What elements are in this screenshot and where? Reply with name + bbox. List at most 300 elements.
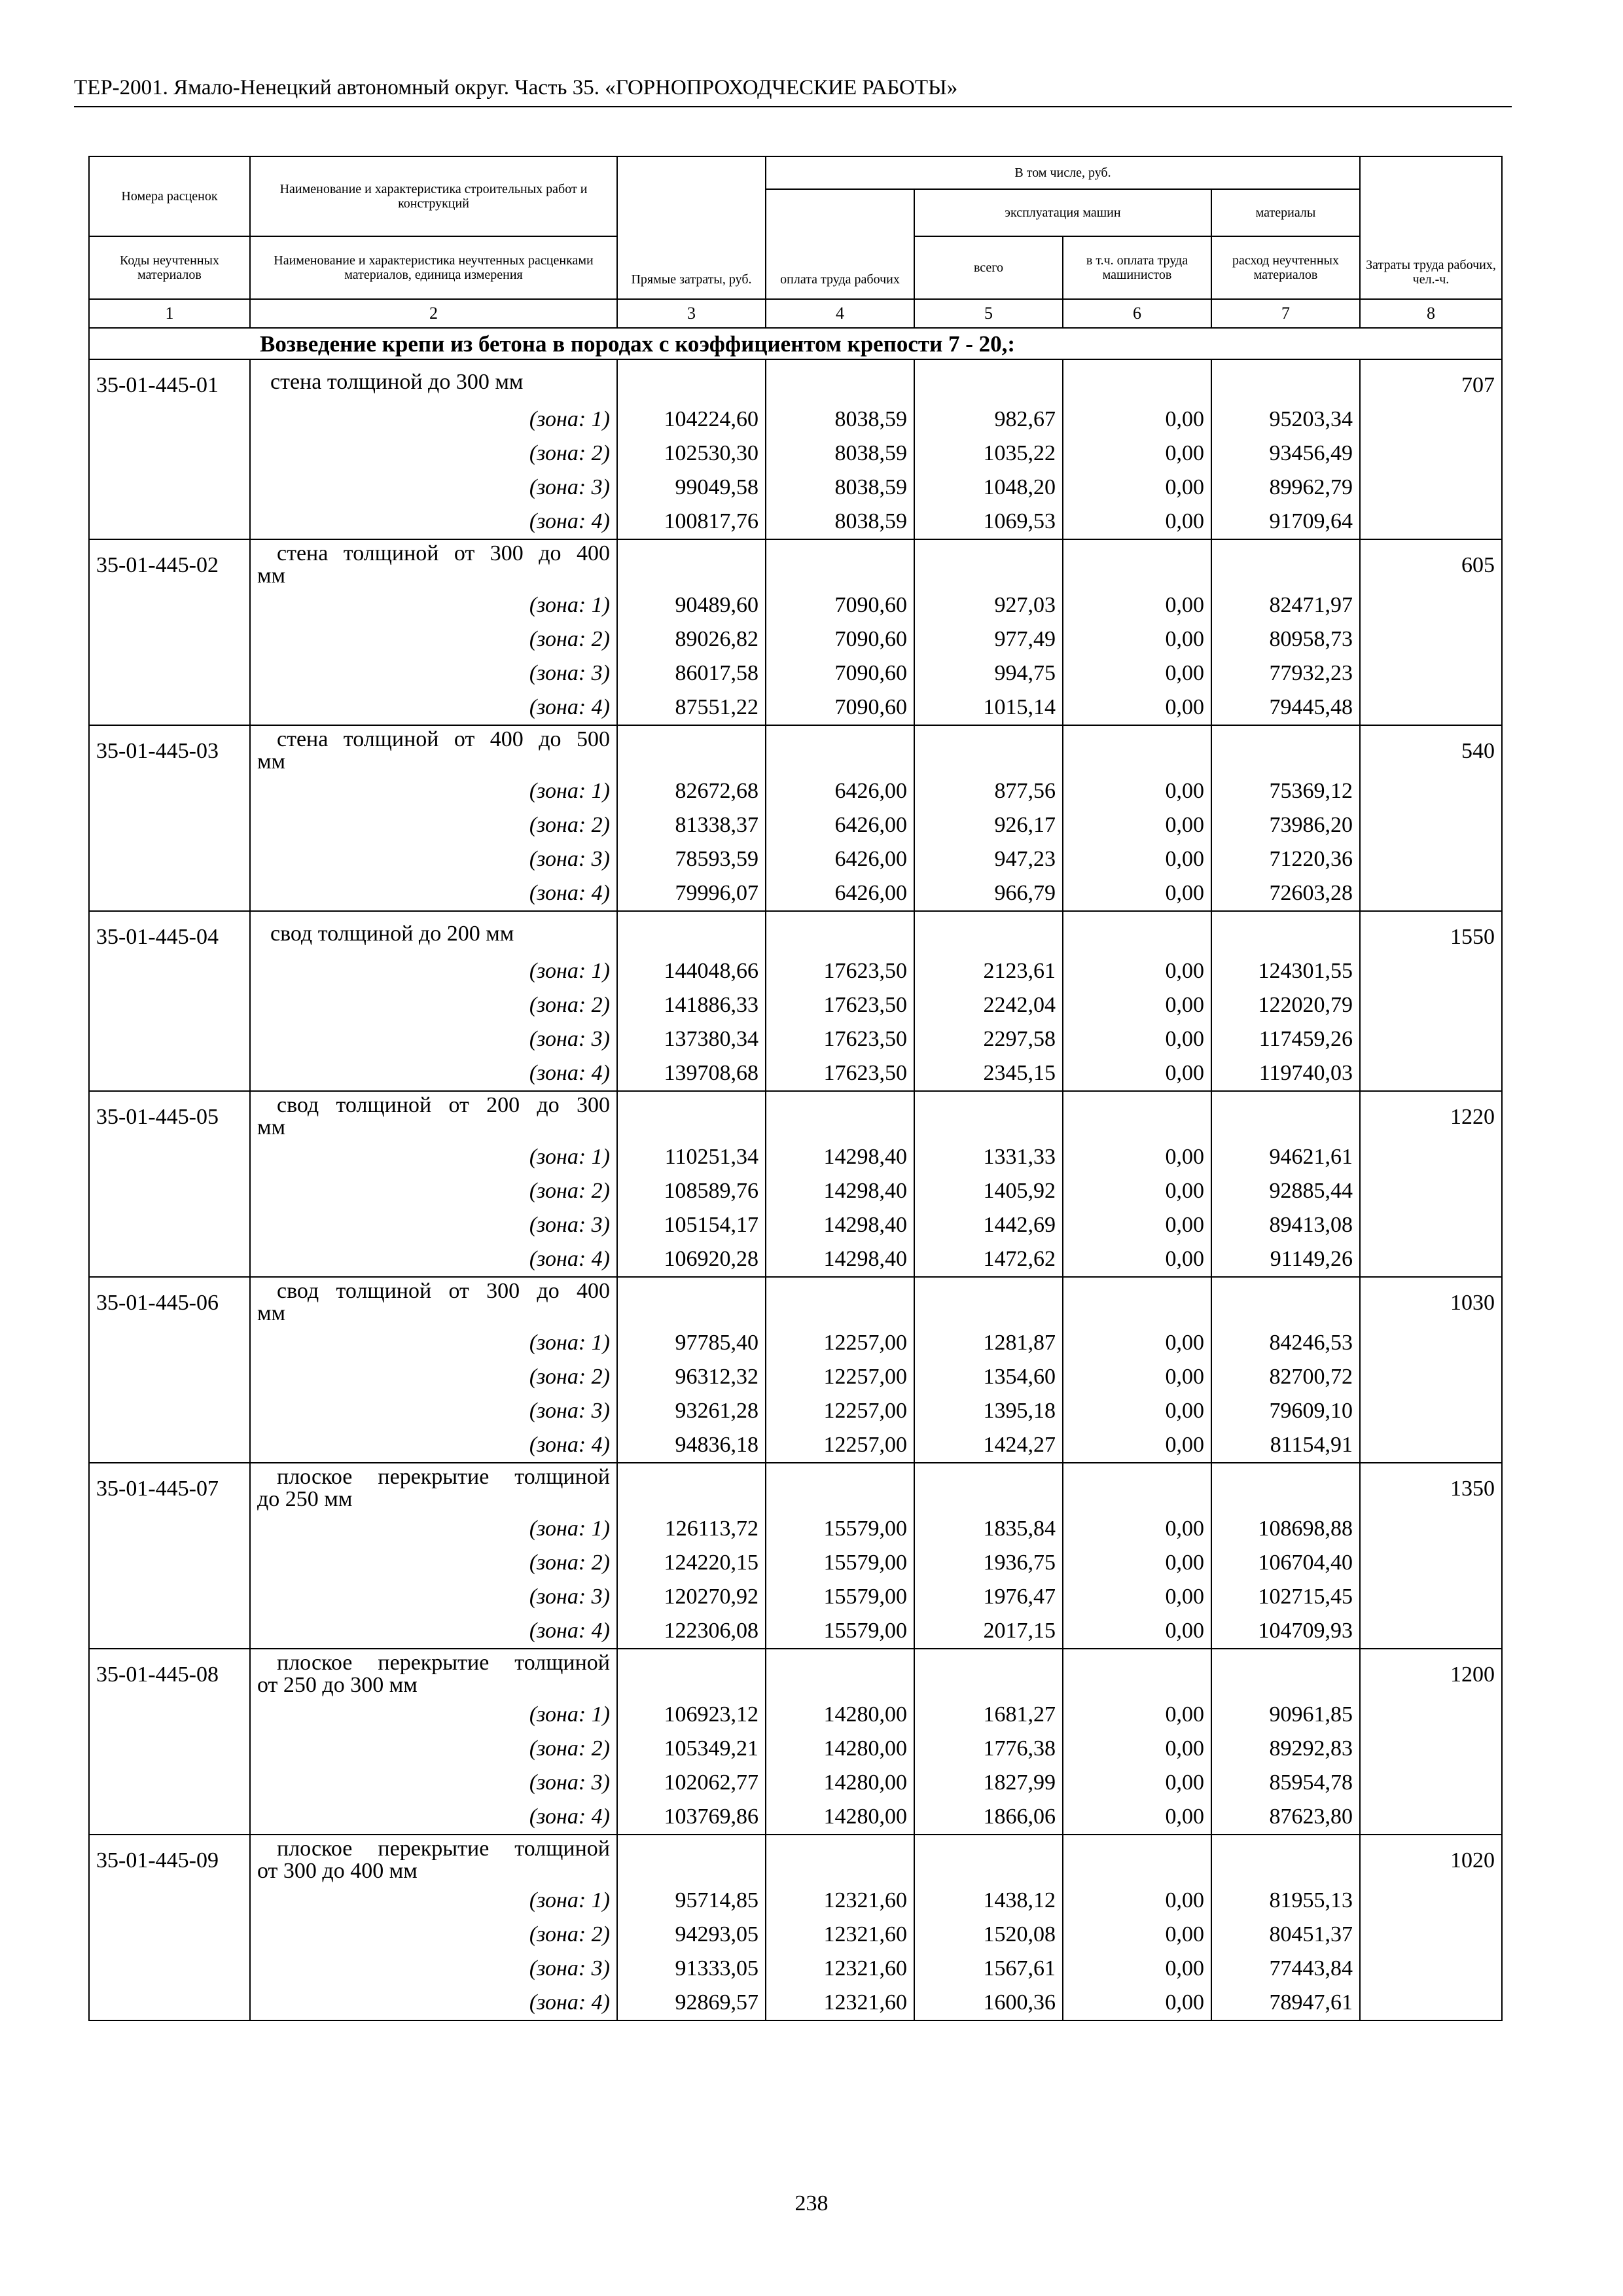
labor-cost: 1200 (1360, 1649, 1502, 1698)
empty-cell (1063, 1463, 1211, 1512)
empty-cell (89, 1986, 250, 2020)
empty-cell (1360, 808, 1502, 842)
zone-label: (зона: 3) (250, 1952, 617, 1986)
materials-cost: 117459,26 (1211, 1022, 1360, 1056)
work-title-line1: свод толщиной до 200 мм (270, 921, 514, 946)
labor-cost: 1020 (1360, 1835, 1502, 1884)
operator-wages: 0,00 (1063, 656, 1211, 691)
work-title (250, 911, 617, 954)
machines-total: 1069,53 (914, 505, 1063, 539)
empty-cell (1360, 1056, 1502, 1091)
direct-costs: 120270,92 (617, 1580, 766, 1614)
zone-row (89, 1698, 1502, 1732)
worker-wages: 6426,00 (766, 808, 914, 842)
direct-costs: 126113,72 (617, 1512, 766, 1546)
materials-cost: 102715,45 (1211, 1580, 1360, 1614)
header-col3: Прямые затраты, руб. (617, 156, 766, 299)
materials-cost: 80451,37 (1211, 1918, 1360, 1952)
empty-cell (1360, 622, 1502, 656)
zone-row (89, 1884, 1502, 1918)
empty-cell (89, 1512, 250, 1546)
empty-cell (1360, 1614, 1502, 1649)
empty-cell (89, 1242, 250, 1277)
materials-cost: 79445,48 (1211, 691, 1360, 725)
materials-cost: 85954,78 (1211, 1766, 1360, 1800)
worker-wages: 14280,00 (766, 1800, 914, 1835)
operator-wages: 0,00 (1063, 842, 1211, 876)
zone-label: (зона: 1) (250, 588, 617, 622)
empty-cell (914, 1649, 1063, 1698)
empty-cell (89, 1580, 250, 1614)
empty-cell (89, 471, 250, 505)
worker-wages: 8038,59 (766, 437, 914, 471)
column-number: 4 (766, 299, 914, 328)
empty-cell (914, 1463, 1063, 1512)
empty-cell (1360, 403, 1502, 437)
worker-wages: 8038,59 (766, 505, 914, 539)
work-title (250, 1277, 617, 1326)
zone-row (89, 1360, 1502, 1394)
machines-total: 2345,15 (914, 1056, 1063, 1091)
header-col8: Затраты труда рабочих, чел.-ч. (1360, 156, 1502, 299)
work-title-line1: плоское перекрытие толщиной (277, 1837, 610, 1861)
zone-row (89, 842, 1502, 876)
machines-total: 2017,15 (914, 1614, 1063, 1649)
work-title-line1: свод толщиной от 300 до 400 (277, 1279, 610, 1303)
labor-cost: 1350 (1360, 1463, 1502, 1512)
zone-label: (зона: 3) (250, 1394, 617, 1428)
operator-wages: 0,00 (1063, 954, 1211, 988)
empty-cell (89, 1326, 250, 1360)
zone-row (89, 774, 1502, 808)
empty-cell (89, 774, 250, 808)
zone-label: (зона: 2) (250, 437, 617, 471)
empty-cell (1211, 359, 1360, 403)
direct-costs: 93261,28 (617, 1394, 766, 1428)
work-title-line2: до 250 мм (257, 1487, 353, 1511)
header-col7: расход неучтенных материалов (1211, 236, 1360, 299)
zone-row (89, 1208, 1502, 1242)
operator-wages: 0,00 (1063, 588, 1211, 622)
worker-wages: 7090,60 (766, 691, 914, 725)
machines-total: 2297,58 (914, 1022, 1063, 1056)
empty-cell (914, 539, 1063, 588)
materials-cost: 95203,34 (1211, 403, 1360, 437)
worker-wages: 8038,59 (766, 403, 914, 437)
zone-label: (зона: 1) (250, 1884, 617, 1918)
operator-wages: 0,00 (1063, 691, 1211, 725)
zone-label: (зона: 1) (250, 954, 617, 988)
empty-cell (1063, 539, 1211, 588)
empty-cell (1063, 1277, 1211, 1326)
empty-cell (1360, 954, 1502, 988)
empty-cell (766, 1277, 914, 1326)
operator-wages: 0,00 (1063, 1428, 1211, 1463)
operator-wages: 0,00 (1063, 1394, 1211, 1428)
operator-wages: 0,00 (1063, 1326, 1211, 1360)
header-col4: оплата труда рабочих (766, 189, 914, 299)
direct-costs: 102530,30 (617, 437, 766, 471)
rate-row (89, 1091, 1502, 1140)
machines-total: 947,23 (914, 842, 1063, 876)
header-col1-top: Номера расценок (89, 156, 250, 236)
zone-row (89, 1428, 1502, 1463)
worker-wages: 12321,60 (766, 1986, 914, 2020)
labor-cost: 1220 (1360, 1091, 1502, 1140)
empty-cell (89, 1884, 250, 1918)
empty-cell (1360, 1360, 1502, 1394)
zone-row (89, 1766, 1502, 1800)
direct-costs: 91333,05 (617, 1952, 766, 1986)
empty-cell (1360, 1512, 1502, 1546)
empty-cell (617, 539, 766, 588)
empty-cell (1211, 1277, 1360, 1326)
zone-label: (зона: 2) (250, 1918, 617, 1952)
materials-cost: 73986,20 (1211, 808, 1360, 842)
worker-wages: 14298,40 (766, 1242, 914, 1277)
work-title (250, 725, 617, 774)
worker-wages: 17623,50 (766, 954, 914, 988)
direct-costs: 79996,07 (617, 876, 766, 911)
zone-row (89, 1546, 1502, 1580)
direct-costs: 144048,66 (617, 954, 766, 988)
work-title-line2: мм (257, 749, 286, 774)
labor-cost: 605 (1360, 539, 1502, 588)
work-title-line1: стена толщиной до 300 мм (270, 369, 524, 394)
machines-total: 1866,06 (914, 1800, 1063, 1835)
direct-costs: 99049,58 (617, 471, 766, 505)
rate-code: 35-01-445-04 (89, 911, 250, 954)
header-incl: В том числе, руб. (766, 156, 1360, 189)
machines-total: 1424,27 (914, 1428, 1063, 1463)
rate-row (89, 1463, 1502, 1512)
operator-wages: 0,00 (1063, 1022, 1211, 1056)
zone-label: (зона: 4) (250, 1614, 617, 1649)
direct-costs: 110251,34 (617, 1140, 766, 1174)
operator-wages: 0,00 (1063, 774, 1211, 808)
column-number: 3 (617, 299, 766, 328)
direct-costs: 105349,21 (617, 1732, 766, 1766)
header-materials: материалы (1211, 189, 1360, 236)
direct-costs: 139708,68 (617, 1056, 766, 1091)
zone-label: (зона: 4) (250, 1428, 617, 1463)
machines-total: 1405,92 (914, 1174, 1063, 1208)
empty-cell (89, 1766, 250, 1800)
empty-cell (89, 876, 250, 911)
materials-cost: 82700,72 (1211, 1360, 1360, 1394)
empty-cell (89, 988, 250, 1022)
empty-cell (89, 1546, 250, 1580)
direct-costs: 105154,17 (617, 1208, 766, 1242)
empty-cell (1360, 471, 1502, 505)
direct-costs: 96312,32 (617, 1360, 766, 1394)
empty-cell (1360, 437, 1502, 471)
section-title: Возведение крепи из бетона в породах с коэффициентом крепости 7 - 20,: (89, 328, 1502, 359)
empty-cell (1360, 842, 1502, 876)
empty-cell (1360, 774, 1502, 808)
empty-cell (914, 725, 1063, 774)
empty-cell (89, 403, 250, 437)
work-title-line2: от 250 до 300 мм (257, 1673, 418, 1697)
rate-code: 35-01-445-08 (89, 1649, 250, 1698)
operator-wages: 0,00 (1063, 808, 1211, 842)
worker-wages: 15579,00 (766, 1614, 914, 1649)
zone-label: (зона: 4) (250, 505, 617, 539)
machines-total: 977,49 (914, 622, 1063, 656)
materials-cost: 90961,85 (1211, 1698, 1360, 1732)
machines-total: 966,79 (914, 876, 1063, 911)
empty-cell (1360, 1766, 1502, 1800)
operator-wages: 0,00 (1063, 1140, 1211, 1174)
worker-wages: 15579,00 (766, 1580, 914, 1614)
direct-costs: 94293,05 (617, 1918, 766, 1952)
empty-cell (89, 1360, 250, 1394)
zone-label: (зона: 4) (250, 1056, 617, 1091)
direct-costs: 106920,28 (617, 1242, 766, 1277)
machines-total: 994,75 (914, 656, 1063, 691)
empty-cell (1360, 1394, 1502, 1428)
machines-total: 2242,04 (914, 988, 1063, 1022)
materials-cost: 80958,73 (1211, 622, 1360, 656)
rate-code: 35-01-445-03 (89, 725, 250, 774)
empty-cell (914, 911, 1063, 954)
operator-wages: 0,00 (1063, 1242, 1211, 1277)
zone-label: (зона: 3) (250, 471, 617, 505)
empty-cell (1360, 1022, 1502, 1056)
zone-label: (зона: 3) (250, 1022, 617, 1056)
worker-wages: 12321,60 (766, 1952, 914, 1986)
materials-cost: 108698,88 (1211, 1512, 1360, 1546)
rate-row (89, 1277, 1502, 1326)
empty-cell (89, 1732, 250, 1766)
zone-row (89, 437, 1502, 471)
worker-wages: 15579,00 (766, 1512, 914, 1546)
header-col1-bottom: Коды неучтенных материалов (89, 236, 250, 299)
worker-wages: 14280,00 (766, 1732, 914, 1766)
empty-cell (1360, 1698, 1502, 1732)
zone-row (89, 1326, 1502, 1360)
rate-row (89, 725, 1502, 774)
operator-wages: 0,00 (1063, 1208, 1211, 1242)
direct-costs: 104224,60 (617, 403, 766, 437)
materials-cost: 124301,55 (1211, 954, 1360, 988)
empty-cell (89, 954, 250, 988)
rate-code: 35-01-445-06 (89, 1277, 250, 1326)
empty-cell (89, 1698, 250, 1732)
empty-cell (89, 1140, 250, 1174)
zone-label: (зона: 3) (250, 1208, 617, 1242)
direct-costs: 89026,82 (617, 622, 766, 656)
empty-cell (89, 588, 250, 622)
empty-cell (89, 656, 250, 691)
operator-wages: 0,00 (1063, 622, 1211, 656)
direct-costs: 94836,18 (617, 1428, 766, 1463)
zone-label: (зона: 3) (250, 656, 617, 691)
worker-wages: 6426,00 (766, 842, 914, 876)
empty-cell (89, 505, 250, 539)
header-machines: эксплуатация машин (914, 189, 1211, 236)
empty-cell (89, 808, 250, 842)
machines-total: 1395,18 (914, 1394, 1063, 1428)
empty-cell (617, 911, 766, 954)
empty-cell (89, 1208, 250, 1242)
zone-row (89, 471, 1502, 505)
rates-table (88, 156, 1503, 2021)
direct-costs: 108589,76 (617, 1174, 766, 1208)
empty-cell (89, 1428, 250, 1463)
machines-total: 1835,84 (914, 1512, 1063, 1546)
worker-wages: 12257,00 (766, 1428, 914, 1463)
empty-cell (89, 1022, 250, 1056)
zone-label: (зона: 4) (250, 1800, 617, 1835)
operator-wages: 0,00 (1063, 471, 1211, 505)
direct-costs: 106923,12 (617, 1698, 766, 1732)
empty-cell (1211, 1091, 1360, 1140)
empty-cell (1360, 988, 1502, 1022)
rate-code: 35-01-445-02 (89, 539, 250, 588)
zone-row (89, 1580, 1502, 1614)
materials-cost: 84246,53 (1211, 1326, 1360, 1360)
header-col2-bottom: Наименование и характеристика неучтенных расценками материалов, единица измерения (250, 236, 617, 299)
materials-cost: 77932,23 (1211, 656, 1360, 691)
empty-cell (766, 1835, 914, 1884)
worker-wages: 17623,50 (766, 1022, 914, 1056)
direct-costs: 90489,60 (617, 588, 766, 622)
zone-label: (зона: 3) (250, 842, 617, 876)
empty-cell (89, 1952, 250, 1986)
zone-row (89, 1986, 1502, 2020)
zone-label: (зона: 4) (250, 1242, 617, 1277)
zone-row (89, 1174, 1502, 1208)
empty-cell (89, 1614, 250, 1649)
worker-wages: 7090,60 (766, 588, 914, 622)
zone-row (89, 403, 1502, 437)
header-col5: всего (914, 236, 1063, 299)
machines-total: 1827,99 (914, 1766, 1063, 1800)
zone-label: (зона: 1) (250, 1512, 617, 1546)
direct-costs: 141886,33 (617, 988, 766, 1022)
empty-cell (1063, 911, 1211, 954)
empty-cell (89, 622, 250, 656)
empty-cell (1211, 1649, 1360, 1698)
direct-costs: 95714,85 (617, 1884, 766, 1918)
empty-cell (89, 1394, 250, 1428)
operator-wages: 0,00 (1063, 403, 1211, 437)
worker-wages: 14280,00 (766, 1698, 914, 1732)
work-title-line2: мм (257, 564, 286, 588)
work-title-line2: мм (257, 1115, 286, 1139)
operator-wages: 0,00 (1063, 1698, 1211, 1732)
machines-total: 1048,20 (914, 471, 1063, 505)
operator-wages: 0,00 (1063, 1546, 1211, 1580)
materials-cost: 122020,79 (1211, 988, 1360, 1022)
operator-wages: 0,00 (1063, 437, 1211, 471)
empty-cell (766, 539, 914, 588)
worker-wages: 7090,60 (766, 622, 914, 656)
work-title-line1: стена толщиной от 300 до 400 (277, 541, 610, 565)
machines-total: 1015,14 (914, 691, 1063, 725)
empty-cell (89, 691, 250, 725)
operator-wages: 0,00 (1063, 1952, 1211, 1986)
empty-cell (1360, 1174, 1502, 1208)
zone-label: (зона: 3) (250, 1766, 617, 1800)
operator-wages: 0,00 (1063, 1580, 1211, 1614)
empty-cell (617, 1091, 766, 1140)
work-title (250, 1649, 617, 1698)
materials-cost: 94621,61 (1211, 1140, 1360, 1174)
materials-cost: 75369,12 (1211, 774, 1360, 808)
empty-cell (1360, 1800, 1502, 1835)
empty-cell (617, 1277, 766, 1326)
header-col2-top: Наименование и характеристика строительных работ и конструкций (250, 156, 617, 236)
zone-row (89, 1918, 1502, 1952)
empty-cell (766, 911, 914, 954)
worker-wages: 12257,00 (766, 1326, 914, 1360)
empty-cell (1211, 1835, 1360, 1884)
column-number: 6 (1063, 299, 1211, 328)
materials-cost: 92885,44 (1211, 1174, 1360, 1208)
work-title-line1: свод толщиной от 200 до 300 (277, 1093, 610, 1117)
rate-row (89, 911, 1502, 954)
zone-row (89, 1800, 1502, 1835)
column-number: 7 (1211, 299, 1360, 328)
worker-wages: 12257,00 (766, 1394, 914, 1428)
work-title (250, 1091, 617, 1140)
empty-cell (1360, 505, 1502, 539)
column-number: 2 (250, 299, 617, 328)
empty-cell (617, 725, 766, 774)
empty-cell (766, 1463, 914, 1512)
empty-cell (1360, 1884, 1502, 1918)
worker-wages: 6426,00 (766, 876, 914, 911)
zone-row (89, 1242, 1502, 1277)
worker-wages: 15579,00 (766, 1546, 914, 1580)
materials-cost: 104709,93 (1211, 1614, 1360, 1649)
materials-cost: 72603,28 (1211, 876, 1360, 911)
machines-total: 1567,61 (914, 1952, 1063, 1986)
empty-cell (1360, 1986, 1502, 2020)
section-title-row (89, 328, 1502, 359)
column-number: 5 (914, 299, 1063, 328)
empty-cell (766, 1649, 914, 1698)
operator-wages: 0,00 (1063, 1056, 1211, 1091)
worker-wages: 14298,40 (766, 1208, 914, 1242)
empty-cell (617, 1649, 766, 1698)
machines-total: 1600,36 (914, 1986, 1063, 2020)
empty-cell (89, 1056, 250, 1091)
machines-total: 1776,38 (914, 1732, 1063, 1766)
empty-cell (1360, 1428, 1502, 1463)
empty-cell (766, 1091, 914, 1140)
machines-total: 1438,12 (914, 1884, 1063, 1918)
work-title (250, 1835, 617, 1884)
header-col6: в т.ч. оплата труда машинистов (1063, 236, 1211, 299)
zone-label: (зона: 3) (250, 1580, 617, 1614)
empty-cell (914, 1091, 1063, 1140)
rate-row (89, 539, 1502, 588)
zone-label: (зона: 2) (250, 1732, 617, 1766)
worker-wages: 7090,60 (766, 656, 914, 691)
operator-wages: 0,00 (1063, 988, 1211, 1022)
zone-row (89, 1952, 1502, 1986)
empty-cell (617, 1463, 766, 1512)
direct-costs: 100817,76 (617, 505, 766, 539)
empty-cell (1360, 691, 1502, 725)
zone-label: (зона: 2) (250, 622, 617, 656)
empty-cell (1360, 876, 1502, 911)
zone-row (89, 876, 1502, 911)
empty-cell (1063, 359, 1211, 403)
